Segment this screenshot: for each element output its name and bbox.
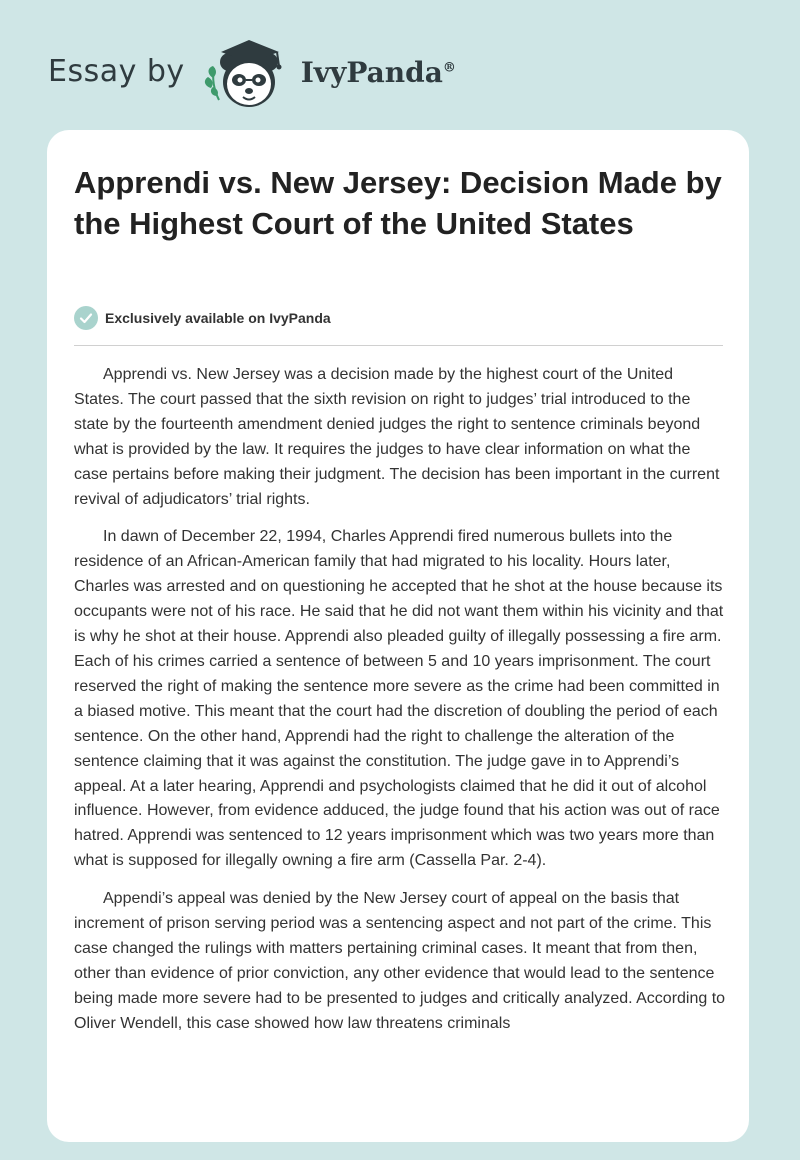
exclusive-label: Exclusively available on IvyPanda <box>105 310 331 326</box>
divider <box>74 345 723 346</box>
essay-card <box>47 130 749 1142</box>
paragraph: Appendi’s appeal was denied by the New Jersey court of appeal on the basis that increment of prison serving period was a sentencing aspect and not part of the crime. This case changed the rulings with matters pertaining criminal cases. It meant that from then, other than evidence of prior conviction, any other evidence that would lead to the sentence being made more severe had to be presented to judges and critically analyzed. According to Oliver Wendell, this case showed how law threatens criminals <box>74 890 726 1032</box>
page-title: Apprendi vs. New Jersey: Decision Made by the Highest Court of the United States <box>74 165 722 241</box>
brand-name[interactable]: IvyPanda® <box>300 55 456 89</box>
registered-mark: ® <box>442 60 456 76</box>
essay-body <box>74 363 726 1050</box>
site-header <box>48 34 748 114</box>
exclusive-badge <box>74 306 331 330</box>
check-circle-icon <box>74 306 98 330</box>
paragraph: In dawn of December 22, 1994, Charles Apprendi fired numerous bullets into the residence of an African-American family that had migrated to his locality. Hours later, Charles was arrested and on questioning he accepted that he shot at the house because its occupants were not of his race. He said that he did not want them within his vicinity and that is why he shot at their house. Apprendi also pleaded guilty of illegally possessing a fire arm. Each of his crimes carried a sentence of between 5 and 10 years imprisonment. The court reserved the right of making the sentence more severe as the crime had been committed in a biased motive. This meant that the court had the discretion of doubling the period of each sentence. On the other hand, Apprendi had the right to challenge the alteration of the sentence claiming that it was against the constitution. The judge gave in to Apprendi’s appeal. At a later hearing, Apprendi and psychologists claimed that he did it out of alcohol influence. However, from evidence adduced, the judge found that his action was out of race hatred. Apprendi was sentenced to 12 years imprisonment which was two years more than what is supposed for illegally owning a fire arm (Cassella Par. 2-4). <box>74 528 724 870</box>
essay-by-label: Essay by <box>48 53 185 89</box>
panda-graduate-icon[interactable] <box>199 34 295 114</box>
paragraph: Apprendi vs. New Jersey was a decision made by the highest court of the United States. The court passed that the sixth revision on right to judges’ trial introduced to the state by the fourteenth amendment denied judges the right to sentence criminals beyond what is provided by the law. It requires the judges to have clear information on what the case pertains before making their judgment. The decision has been important in the current revival of adjudicators’ trial rights. <box>74 366 720 508</box>
